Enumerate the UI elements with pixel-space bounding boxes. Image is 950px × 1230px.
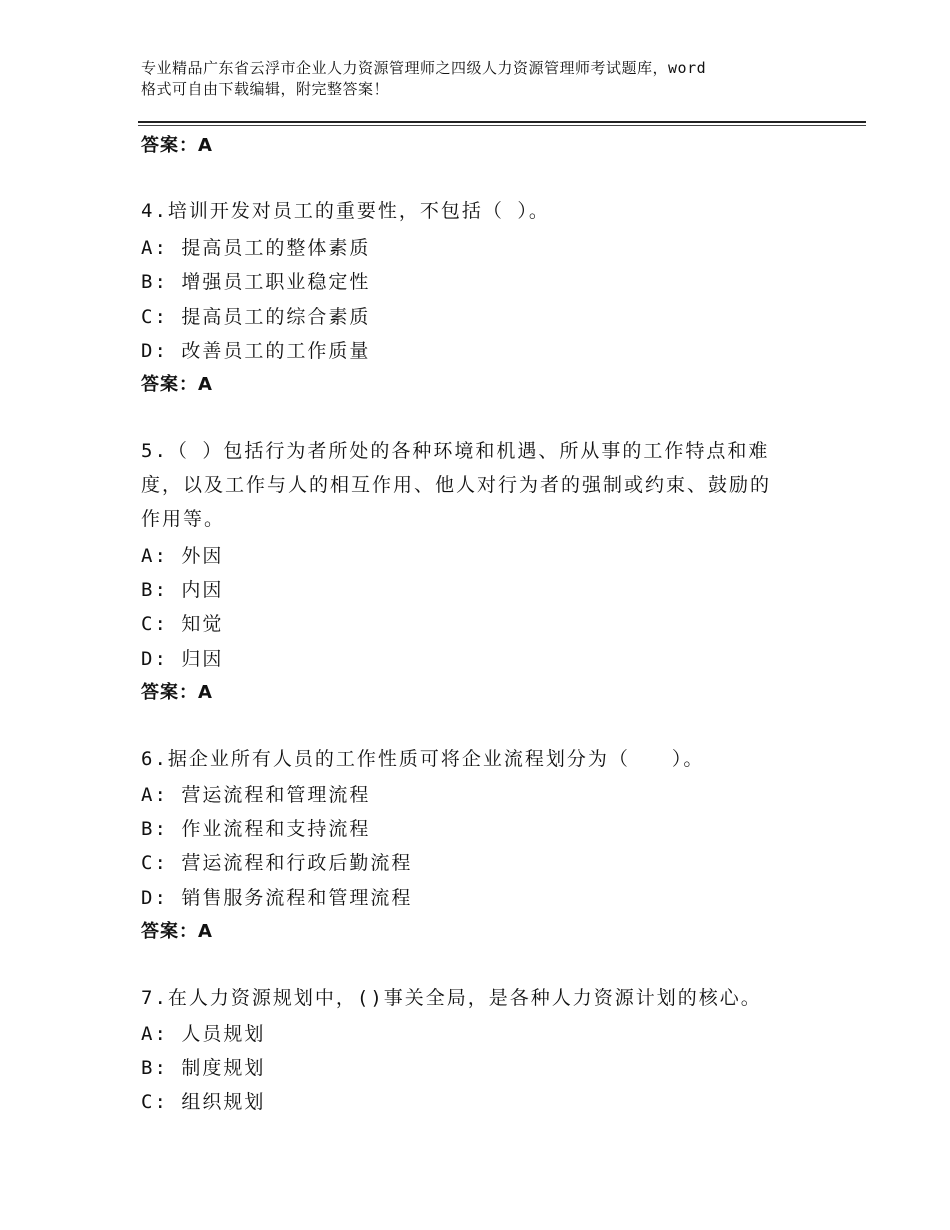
question-7-option-b: B: 制度规划 bbox=[141, 1057, 266, 1079]
question-5-option-d: D: 归因 bbox=[141, 648, 224, 670]
question-5-option-b: B: 内因 bbox=[141, 579, 224, 601]
question-4-option-c: C: 提高员工的综合素质 bbox=[141, 306, 371, 328]
question-4-option-b: B: 增强员工职业稳定性 bbox=[141, 271, 371, 293]
question-6-option-d: D: 销售服务流程和管理流程 bbox=[141, 887, 413, 909]
header-rule-thin bbox=[138, 125, 866, 126]
header-rule-thick bbox=[138, 121, 866, 123]
question-5-line-3: 作用等。 bbox=[141, 508, 226, 530]
question-5-option-a: A: 外因 bbox=[141, 545, 224, 567]
question-4-text: 4.培训开发对员工的重要性，不包括（ ）。 bbox=[141, 200, 550, 222]
question-5-line-2: 度，以及工作与人的相互作用、他人对行为者的强制或约束、鼓励的 bbox=[141, 474, 772, 496]
question-5-answer: 答案：A bbox=[141, 682, 213, 703]
question-6-answer: 答案：A bbox=[141, 921, 213, 942]
question-6-option-c: C: 营运流程和行政后勤流程 bbox=[141, 852, 413, 874]
question-5-option-c: C: 知觉 bbox=[141, 613, 224, 635]
question-4-option-d: D: 改善员工的工作质量 bbox=[141, 340, 371, 362]
header-line-1: 专业精品广东省云浮市企业人力资源管理师之四级人力资源管理师考试题库，word bbox=[141, 59, 707, 77]
question-5-line-1: 5.（ ）包括行为者所处的各种环境和机遇、所从事的工作特点和难 bbox=[141, 440, 770, 462]
question-7-text: 7.在人力资源规划中，()事关全局，是各种人力资源计划的核心。 bbox=[141, 987, 762, 1009]
question-6-option-a: A: 营运流程和管理流程 bbox=[141, 784, 371, 806]
question-5-text bbox=[141, 434, 821, 536]
question-7-option-a: A: 人员规划 bbox=[141, 1023, 266, 1045]
document-header bbox=[141, 58, 841, 100]
question-4-option-a: A: 提高员工的整体素质 bbox=[141, 237, 371, 259]
question-6-option-b: B: 作业流程和支持流程 bbox=[141, 818, 371, 840]
question-7-option-c: C: 组织规划 bbox=[141, 1091, 266, 1113]
question-6-text: 6.据企业所有人员的工作性质可将企业流程划分为（ ）。 bbox=[141, 748, 705, 770]
question-4-answer: 答案：A bbox=[141, 374, 213, 395]
header-line-2: 格式可自由下载编辑，附完整答案！ bbox=[141, 80, 390, 98]
answer-prev: 答案：A bbox=[141, 135, 213, 156]
